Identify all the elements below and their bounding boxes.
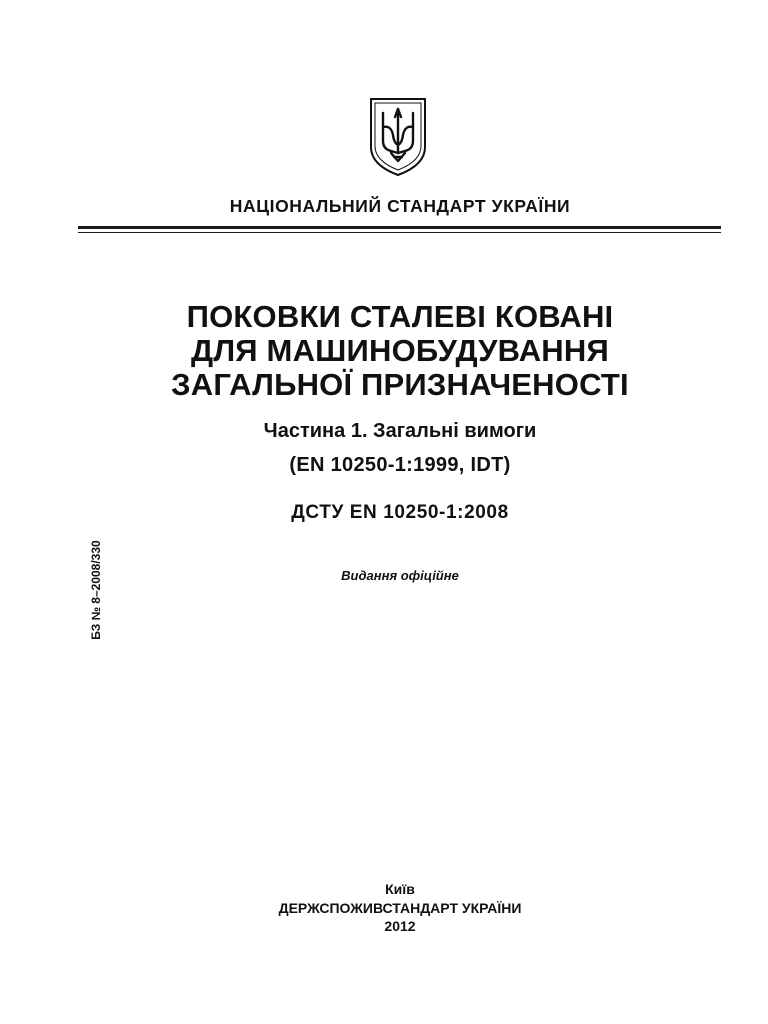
imprint-publisher: ДЕРЖСПОЖИВСТАНДАРТ УКРАЇНИ	[278, 899, 522, 916]
en-reference: (EN 10250-1:1999, IDT)	[289, 454, 511, 476]
document-subtitle: Частина 1. Загальні вимоги	[263, 420, 537, 442]
header-rule-thin	[78, 232, 721, 233]
standard-type-heading: НАЦІОНАЛЬНИЙ СТАНДАРТ УКРАЇНИ	[229, 196, 571, 216]
edition-note: Видання офіційне	[341, 568, 459, 583]
trident-coat-of-arms-icon	[369, 97, 427, 177]
title-line-2: ДЛЯ МАШИНОБУДУВАННЯ	[191, 333, 609, 368]
header-rule-thick	[78, 226, 721, 229]
title-line-1: ПОКОВКИ СТАЛЕВІ КОВАНІ	[186, 299, 614, 334]
document-title	[0, 300, 768, 402]
standard-designation: ДСТУ EN 10250-1:2008	[291, 502, 509, 523]
imprint-city: Київ	[385, 881, 415, 897]
side-registration-note: БЗ № 8–2008/330	[89, 540, 103, 640]
title-line-3: ЗАГАЛЬНОЇ ПРИЗНАЧЕНОСТІ	[171, 367, 629, 402]
publisher-imprint	[0, 880, 768, 936]
imprint-year: 2012	[384, 918, 416, 934]
